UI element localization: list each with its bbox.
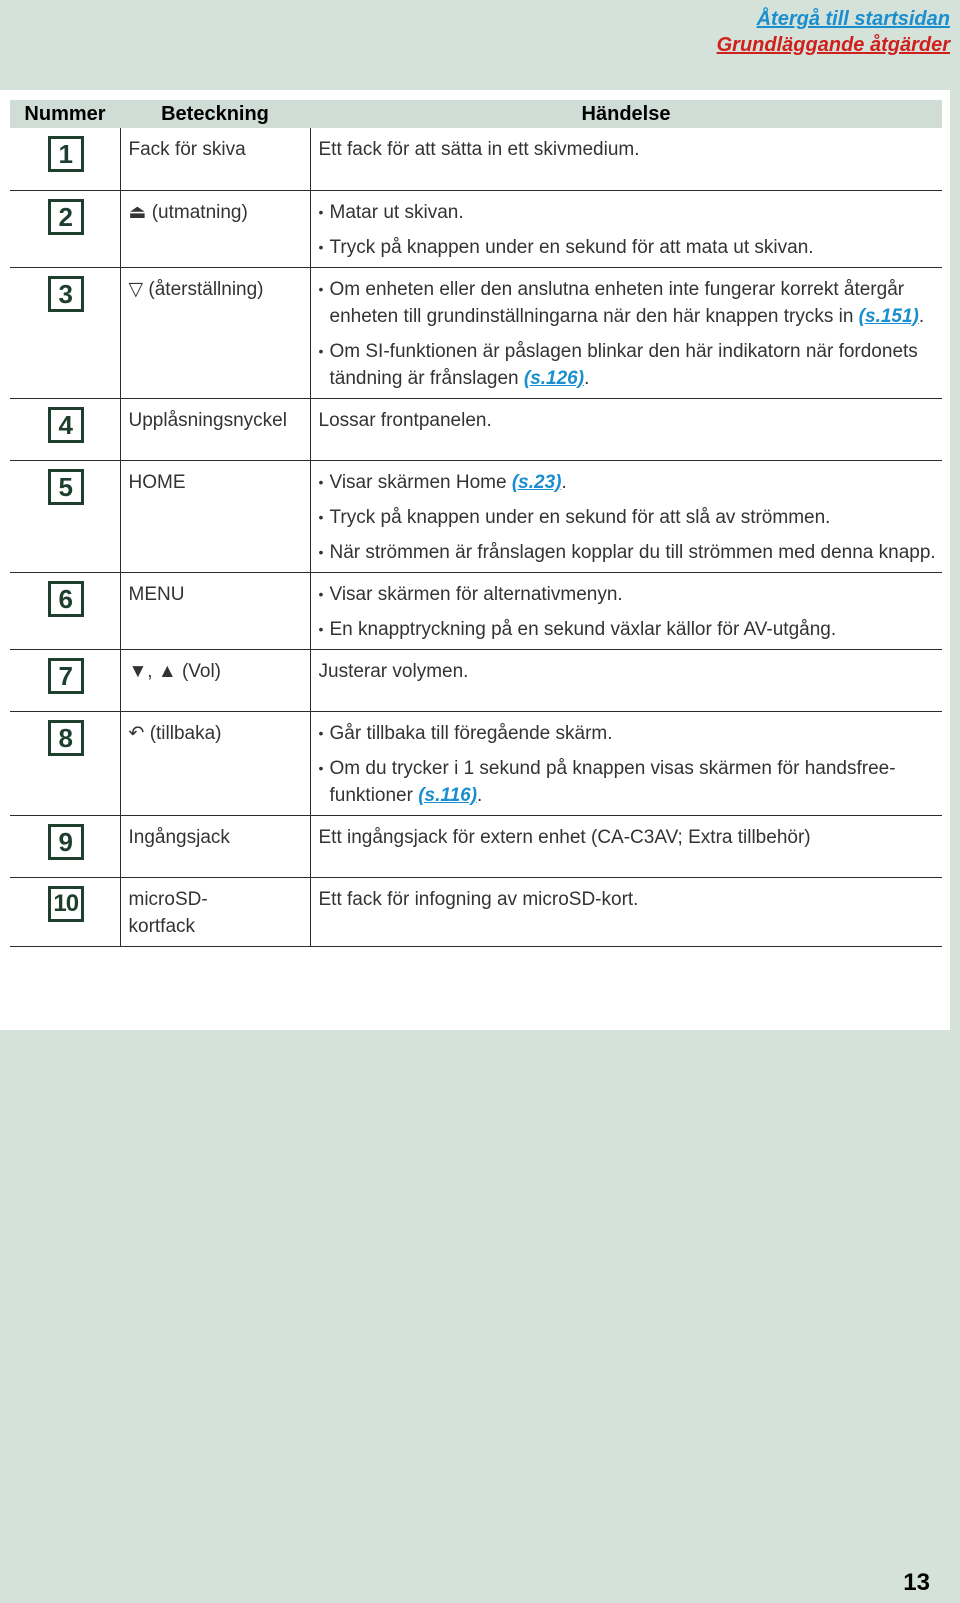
number-badge: 4 xyxy=(48,407,84,443)
top-navigation xyxy=(717,6,950,58)
action-cell xyxy=(310,572,942,649)
basic-operations-link[interactable]: Grundläggande åtgärder xyxy=(716,34,950,56)
action-cell: Justerar volymen. xyxy=(310,649,942,711)
list-item: • Visar skärmen Home (s.23). xyxy=(319,469,937,496)
controls-table xyxy=(10,100,942,947)
content-panel xyxy=(0,90,950,1030)
page-number: 13 xyxy=(903,1569,930,1596)
number-badge: 8 xyxy=(48,720,84,756)
list-item: • Om SI-funktionen är påslagen blinkar den här indikatorn när fordonets tändning är frånslagen (s.126). xyxy=(319,338,937,392)
list-item: • Om enheten eller den anslutna enheten inte fungerar korrekt återgår enheten till grundinställningarna när den här knappen trycks in (s.151). xyxy=(319,276,937,330)
action-cell: Ett fack för att sätta in ett skivmedium. xyxy=(310,128,942,190)
table-row xyxy=(10,398,942,460)
number-badge: 10 xyxy=(48,886,84,922)
number-badge: 2 xyxy=(48,199,84,235)
table-row xyxy=(10,815,942,877)
designation-cell: HOME xyxy=(120,460,310,572)
number-badge: 3 xyxy=(48,276,84,312)
action-cell: Ett ingångsjack för extern enhet (CA-C3AV; Extra tillbehör) xyxy=(310,815,942,877)
action-cell xyxy=(310,267,942,398)
list-item: • Visar skärmen för alternativmenyn. xyxy=(319,581,937,608)
designation-cell: Fack för skiva xyxy=(120,128,310,190)
home-link[interactable]: Återgå till startsidan xyxy=(756,8,950,30)
list-item: • När strömmen är frånslagen kopplar du till strömmen med denna knapp. xyxy=(319,539,937,566)
number-badge: 5 xyxy=(48,469,84,505)
table-row xyxy=(10,190,942,267)
header-action: Händelse xyxy=(310,100,942,128)
designation-cell: Upplåsningsnyckel xyxy=(120,398,310,460)
page-reference-link[interactable]: (s.151) xyxy=(858,305,919,327)
designation-cell: microSD- kortfack xyxy=(120,877,310,946)
action-cell: Lossar frontpanelen. xyxy=(310,398,942,460)
back-icon: ↶ xyxy=(128,722,145,744)
action-cell: Ett fack för infogning av microSD-kort. xyxy=(310,877,942,946)
table-row xyxy=(10,460,942,572)
page-reference-link[interactable]: (s.116) xyxy=(418,784,478,806)
list-item: • Tryck på knappen under en sekund för att mata ut skivan. xyxy=(319,234,937,261)
table-row xyxy=(10,711,942,815)
table-row xyxy=(10,877,942,946)
number-badge: 7 xyxy=(48,658,84,694)
page-reference-link[interactable]: (s.23) xyxy=(511,471,562,493)
list-item: • Tryck på knappen under en sekund för att slå av strömmen. xyxy=(319,504,937,531)
designation-cell: MENU xyxy=(120,572,310,649)
number-badge: 6 xyxy=(48,581,84,617)
table-row xyxy=(10,128,942,190)
action-cell xyxy=(310,190,942,267)
table-row xyxy=(10,572,942,649)
table-row xyxy=(10,267,942,398)
list-item: • Matar ut skivan. xyxy=(319,199,937,226)
list-item: • Går tillbaka till föregående skärm. xyxy=(319,720,937,747)
reset-icon: ▽ xyxy=(128,278,144,300)
designation-cell: ↶ (tillbaka) xyxy=(120,711,310,815)
list-item: • En knapptryckning på en sekund växlar källor för AV-utgång. xyxy=(319,616,937,643)
header-designation: Beteckning xyxy=(120,100,310,128)
number-badge: 1 xyxy=(48,136,84,172)
page-reference-link[interactable]: (s.126) xyxy=(523,367,585,389)
list-item: • Om du trycker i 1 sekund på knappen visas skärmen för handsfree-funktioner (s.116). xyxy=(319,755,937,809)
designation-cell: ▽ (återställning) xyxy=(120,267,310,398)
number-badge: 9 xyxy=(48,824,84,860)
designation-cell: ▼, ▲ (Vol) xyxy=(120,649,310,711)
action-cell xyxy=(310,460,942,572)
action-cell xyxy=(310,711,942,815)
designation-cell: Ingångsjack xyxy=(120,815,310,877)
eject-icon: ⏏ xyxy=(128,201,147,223)
table-header-row xyxy=(10,100,942,128)
header-number: Nummer xyxy=(10,100,120,128)
table-row xyxy=(10,649,942,711)
designation-cell: ⏏ (utmatning) xyxy=(120,190,310,267)
